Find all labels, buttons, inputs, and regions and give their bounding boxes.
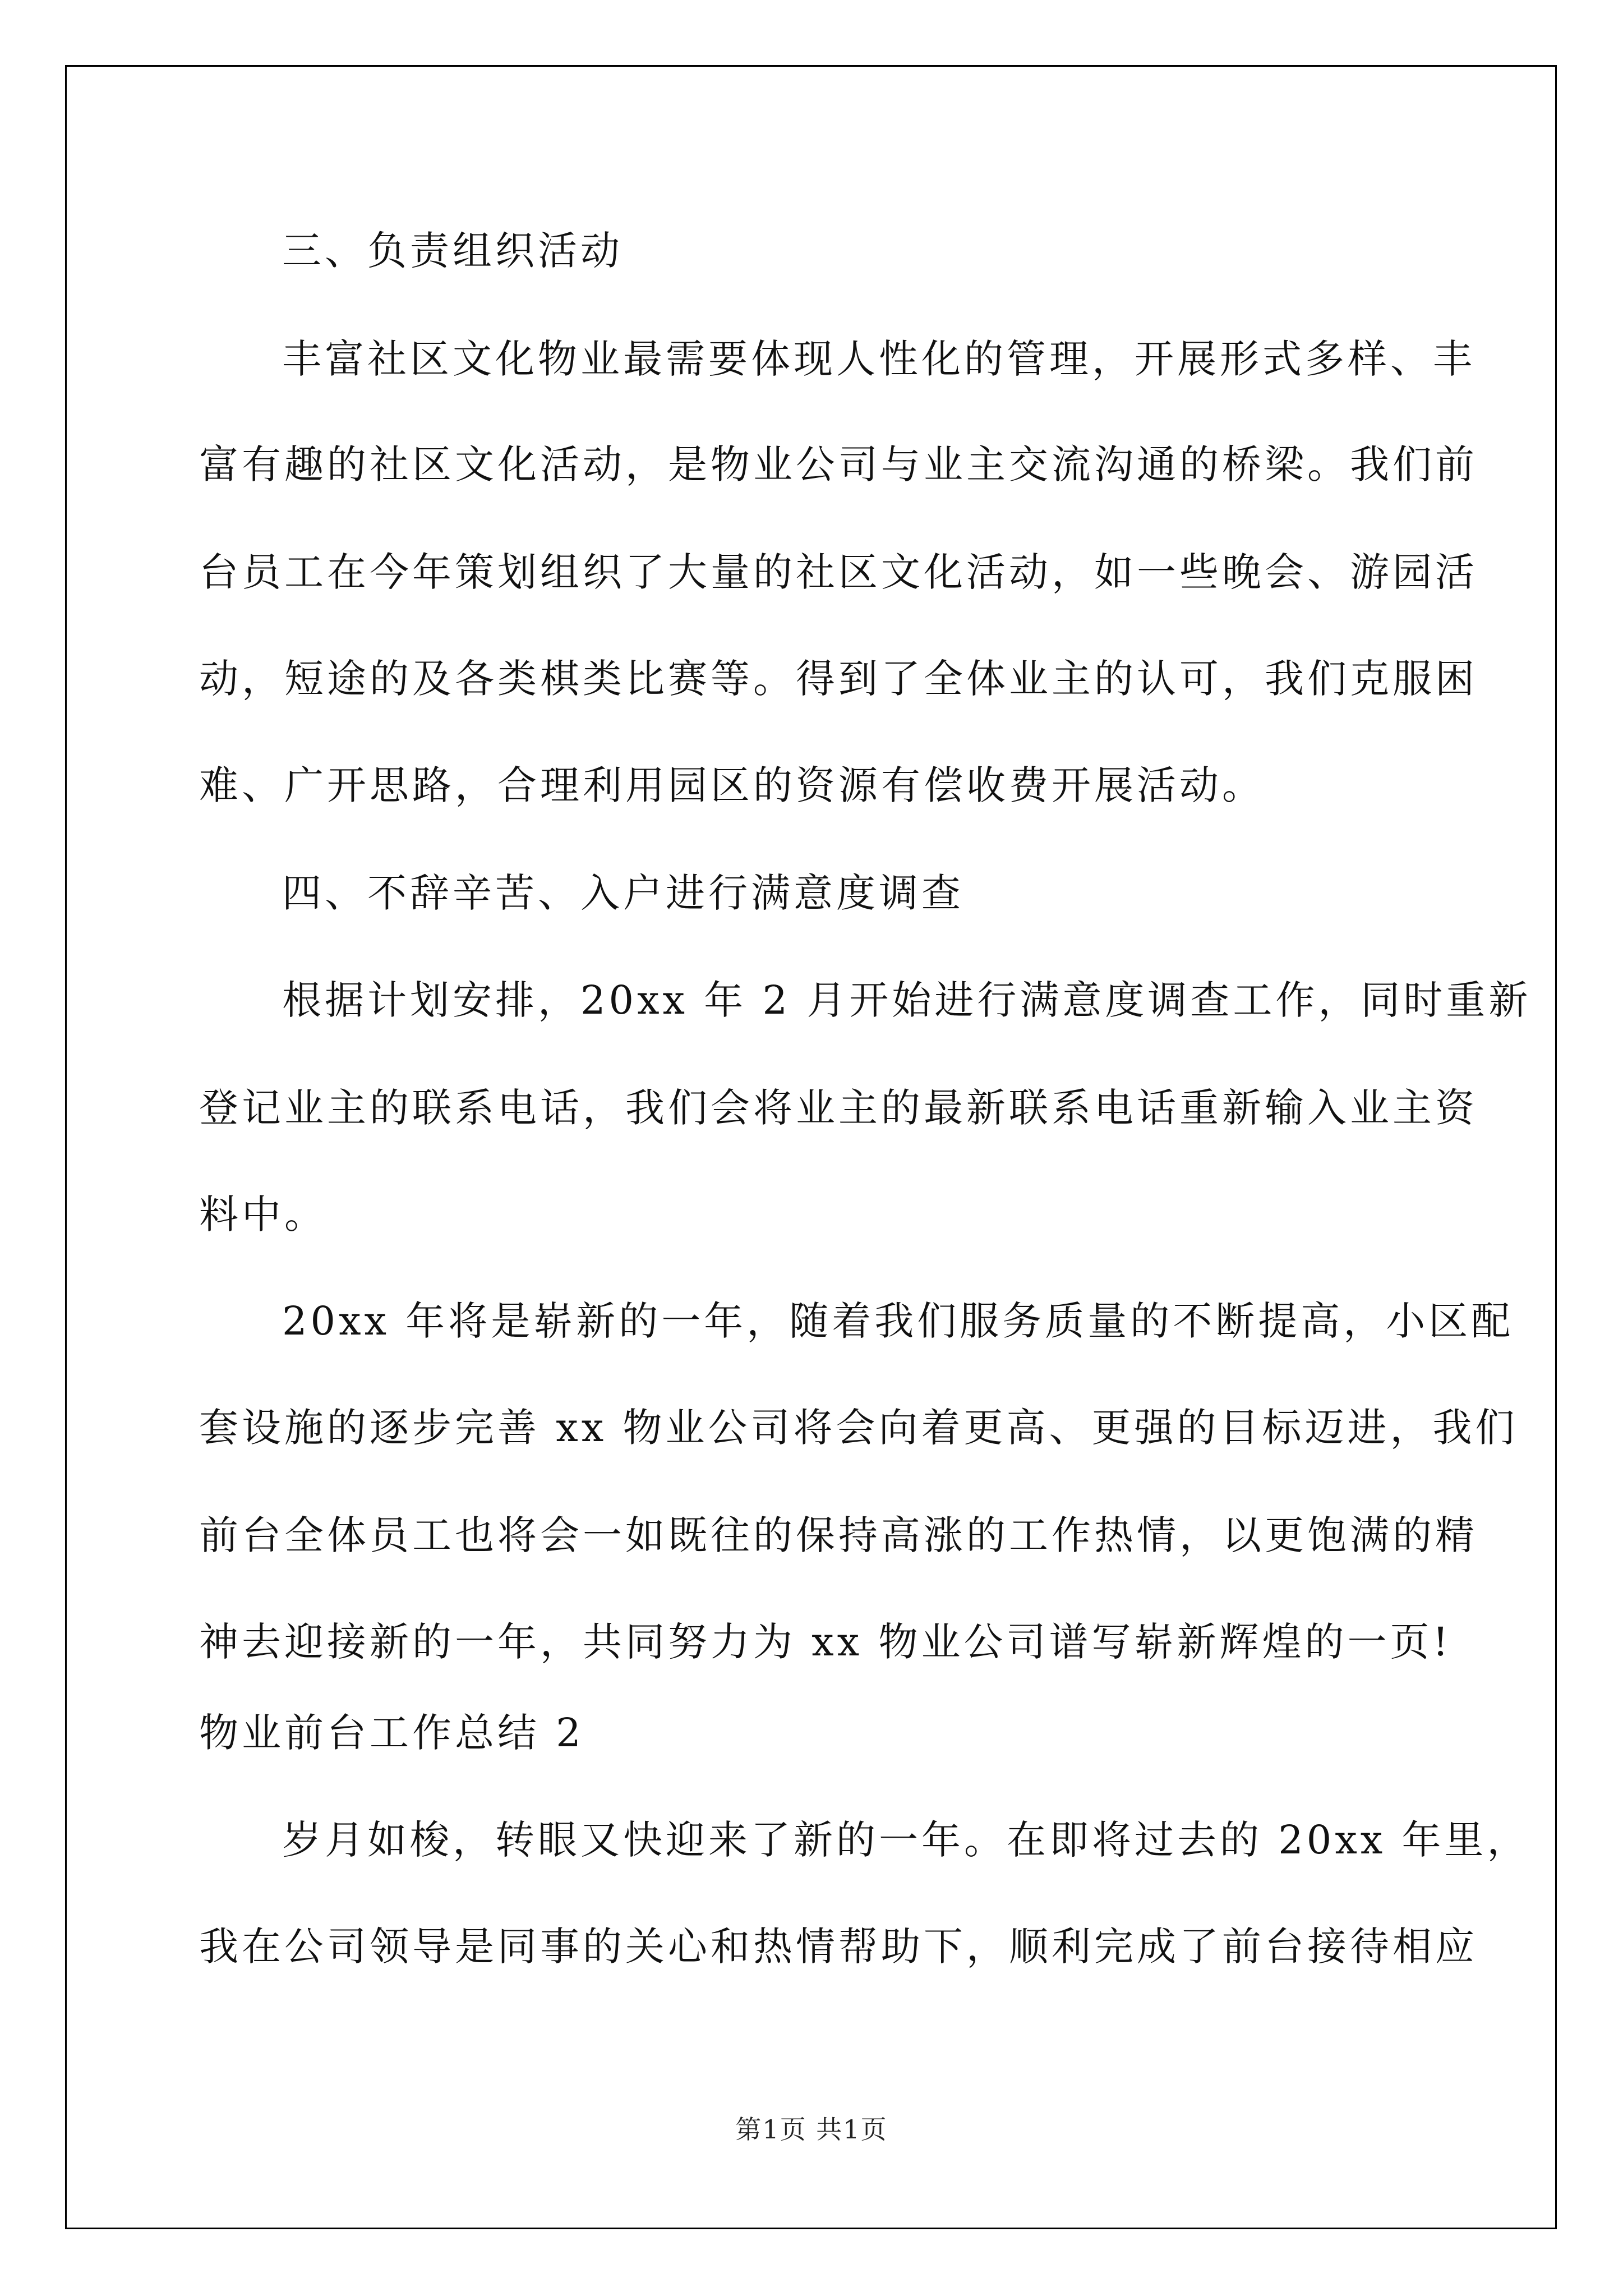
paragraph-line: 丰富社区文化物业最需要体现人性化的管理，开展形式多样、丰 <box>282 336 1476 382</box>
paragraph-line: 台员工在今年策划组织了大量的社区文化活动，如一些晚会、游园活 <box>199 549 1478 595</box>
paragraph-line: 我在公司领导是同事的关心和热情帮助下，顺利完成了前台接待相应 <box>199 1924 1478 1970</box>
section-heading: 三、负责组织活动 <box>282 228 623 274</box>
paragraph-line: 神去迎接新的一年，共同努力为 xx 物业公司谱写崭新辉煌的一页! <box>199 1619 1452 1665</box>
document-title: 物业前台工作总结 2 <box>199 1710 584 1756</box>
paragraph-line: 前台全体员工也将会一如既往的保持高涨的工作热情，以更饱满的精 <box>199 1512 1478 1558</box>
paragraph-line: 登记业主的联系电话，我们会将业主的最新联系电话重新输入业主资 <box>199 1085 1478 1131</box>
paragraph-line: 富有趣的社区文化活动，是物业公司与业主交流沟通的桥梁。我们前 <box>199 441 1478 487</box>
paragraph-line: 难、广开思路，合理利用园区的资源有偿收费开展活动。 <box>199 762 1265 808</box>
paragraph-line: 根据计划安排，20xx 年 2 月开始进行满意度调查工作，同时重新 <box>282 977 1532 1023</box>
page-footer: 第1页 共1页 <box>735 2114 888 2145</box>
paragraph-line: 动，短途的及各类棋类比赛等。得到了全体业主的认可，我们克服困 <box>199 656 1478 702</box>
paragraph-line: 套设施的逐步完善 xx 物业公司将会向着更高、更强的目标迈进，我们 <box>199 1405 1518 1451</box>
paragraph-line: 料中。 <box>199 1191 327 1237</box>
paragraph-line: 岁月如梭，转眼又快迎来了新的一年。在即将过去的 20xx 年里， <box>282 1817 1530 1863</box>
section-heading: 四、不辞辛苦、入户进行满意度调查 <box>282 870 964 916</box>
page-border <box>65 65 1557 2229</box>
paragraph-line: 20xx 年将是崭新的一年，随着我们服务质量的不断提高，小区配 <box>282 1298 1514 1344</box>
